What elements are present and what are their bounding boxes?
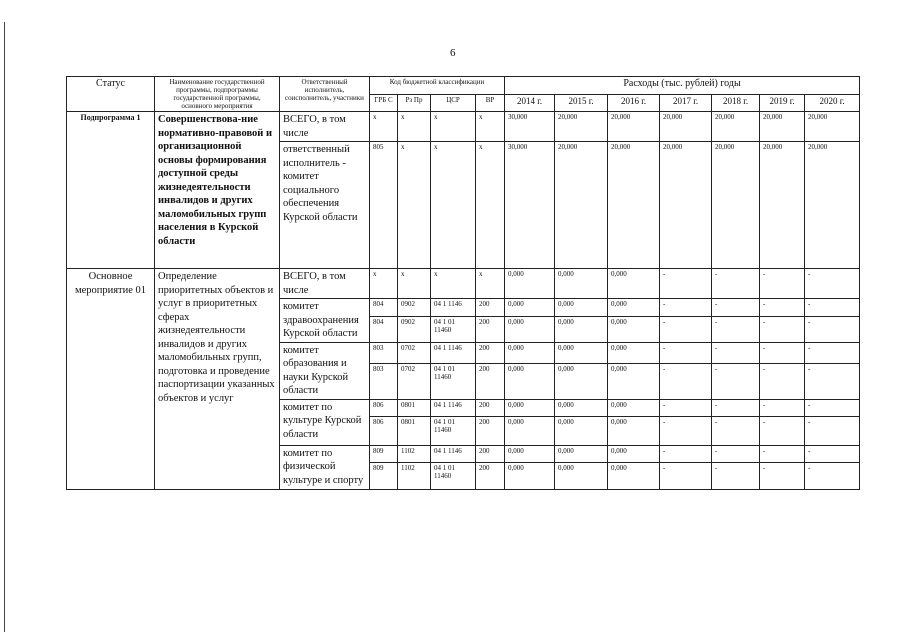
value-cell: - (805, 317, 860, 342)
grbs-cell: 805 (370, 142, 398, 269)
csr-cell: х (431, 142, 476, 269)
rzpr-cell: 0702 (398, 342, 431, 363)
header-grbs: ГРБ С (370, 95, 398, 112)
vr-cell: х (476, 112, 505, 142)
value-cell: 0,000 (555, 416, 608, 445)
value-cell: 0,000 (505, 299, 555, 317)
value-cell: 20,000 (660, 112, 712, 142)
header-year: 2014 г. (505, 95, 555, 112)
csr-cell: 04 1 01 11460 (431, 416, 476, 445)
value-cell: 0,000 (555, 462, 608, 489)
header-year: 2020 г. (805, 95, 860, 112)
header-csr: ЦСР (431, 95, 476, 112)
vr-cell: 200 (476, 462, 505, 489)
value-cell: 0,000 (608, 317, 660, 342)
value-cell: 0,000 (555, 299, 608, 317)
value-cell: 0,000 (608, 399, 660, 416)
value-cell: 30,000 (505, 142, 555, 269)
value-cell: 0,000 (505, 363, 555, 399)
grbs-cell: х (370, 112, 398, 142)
rzpr-cell: 0902 (398, 317, 431, 342)
header-responsible: Ответственный исполнитель, соисполнитель, участники (280, 77, 370, 112)
csr-cell: 04 1 01 11460 (431, 317, 476, 342)
value-cell: 0,000 (555, 399, 608, 416)
value-cell: - (760, 269, 805, 299)
csr-cell: х (431, 112, 476, 142)
header-year: 2015 г. (555, 95, 608, 112)
header-year: 2019 г. (760, 95, 805, 112)
participant-cell: комитет по культуре Курской области (280, 399, 370, 445)
value-cell: 0,000 (505, 342, 555, 363)
value-cell: - (760, 342, 805, 363)
rzpr-cell: х (398, 112, 431, 142)
grbs-cell: 804 (370, 317, 398, 342)
value-cell: - (805, 363, 860, 399)
value-cell: 0,000 (555, 363, 608, 399)
vr-cell: 200 (476, 445, 505, 462)
rzpr-cell: х (398, 142, 431, 269)
value-cell: - (660, 299, 712, 317)
subprogram-name: Совершенствова-ние нормативно-правовой и организационной основы формирования доступной среды жизнедеятельности инвалидов и других маломобильных групп населения в Курской области (155, 112, 280, 269)
rzpr-cell: 0801 (398, 416, 431, 445)
value-cell: 20,000 (760, 112, 805, 142)
value-cell: - (712, 462, 760, 489)
header-name: Наименование государственной программы, подпрограммы государственной программы, основного мероприятия (155, 77, 280, 112)
vr-cell: х (476, 142, 505, 269)
grbs-cell: 803 (370, 342, 398, 363)
value-cell: 0,000 (555, 342, 608, 363)
value-cell: 0,000 (608, 363, 660, 399)
rzpr-cell: х (398, 269, 431, 299)
value-cell: 20,000 (760, 142, 805, 269)
activity-status: Основное мероприятие 01 (67, 269, 155, 490)
value-cell: - (805, 462, 860, 489)
header-year: 2018 г. (712, 95, 760, 112)
value-cell: - (660, 269, 712, 299)
value-cell: - (760, 299, 805, 317)
vr-cell: х (476, 269, 505, 299)
participant-cell: комитет по физической культуре и спорту (280, 445, 370, 489)
value-cell: 0,000 (608, 416, 660, 445)
value-cell: - (660, 363, 712, 399)
value-cell: 0,000 (505, 317, 555, 342)
rzpr-cell: 1102 (398, 462, 431, 489)
grbs-cell: 809 (370, 445, 398, 462)
header-year: 2017 г. (660, 95, 712, 112)
value-cell: - (805, 299, 860, 317)
rzpr-cell: 0902 (398, 299, 431, 317)
value-cell: - (712, 445, 760, 462)
value-cell: - (760, 363, 805, 399)
grbs-cell: 806 (370, 399, 398, 416)
table-row (67, 112, 860, 142)
csr-cell: 04 1 01 11460 (431, 462, 476, 489)
csr-cell: 04 1 1146 (431, 399, 476, 416)
value-cell: - (805, 342, 860, 363)
header-expenses: Расходы (тыс. рублей) годы (505, 77, 860, 95)
page-number: 6 (450, 47, 456, 59)
value-cell: - (760, 317, 805, 342)
value-cell: - (805, 416, 860, 445)
header-status: Статус (67, 77, 155, 112)
participant-cell: комитет здравоохранения Курской области (280, 299, 370, 343)
vr-cell: 200 (476, 299, 505, 317)
value-cell: 20,000 (712, 142, 760, 269)
value-cell: 0,000 (505, 399, 555, 416)
value-cell: 20,000 (712, 112, 760, 142)
value-cell: 20,000 (805, 112, 860, 142)
value-cell: 20,000 (608, 142, 660, 269)
value-cell: 0,000 (555, 445, 608, 462)
header-budget-code: Код бюджетной классификации (370, 77, 505, 95)
value-cell: - (760, 416, 805, 445)
value-cell: - (712, 269, 760, 299)
value-cell: - (712, 317, 760, 342)
value-cell: 20,000 (660, 142, 712, 269)
value-cell: 0,000 (505, 269, 555, 299)
rzpr-cell: 0801 (398, 399, 431, 416)
value-cell: 20,000 (555, 142, 608, 269)
budget-table (66, 76, 860, 490)
value-cell: - (712, 342, 760, 363)
table-row (67, 269, 860, 299)
participant-cell: ВСЕГО, в том числе (280, 269, 370, 299)
value-cell: - (660, 445, 712, 462)
vr-cell: 200 (476, 416, 505, 445)
value-cell: 0,000 (505, 416, 555, 445)
subprogram-status: Подпрограмма 1 (67, 112, 155, 269)
value-cell: 20,000 (805, 142, 860, 269)
value-cell: 20,000 (608, 112, 660, 142)
value-cell: - (660, 399, 712, 416)
participant-cell: комитет образования и науки Курской области (280, 342, 370, 399)
value-cell: - (805, 445, 860, 462)
grbs-cell: 803 (370, 363, 398, 399)
value-cell: - (805, 399, 860, 416)
value-cell: 20,000 (555, 112, 608, 142)
value-cell: - (712, 363, 760, 399)
value-cell: - (805, 269, 860, 299)
participant-cell: ответственный исполнитель - комитет социального обеспечения Курской области (280, 142, 370, 269)
grbs-cell: 806 (370, 416, 398, 445)
header-year: 2016 г. (608, 95, 660, 112)
value-cell: - (760, 462, 805, 489)
value-cell: - (660, 342, 712, 363)
value-cell: 0,000 (608, 342, 660, 363)
value-cell: - (712, 399, 760, 416)
value-cell: - (760, 445, 805, 462)
value-cell: - (712, 299, 760, 317)
value-cell: 0,000 (555, 317, 608, 342)
table-header (67, 77, 860, 112)
participant-cell: ВСЕГО, в том числе (280, 112, 370, 142)
value-cell: 0,000 (608, 462, 660, 489)
activity-name: Определение приоритетных объектов и услуг в приоритетных сферах жизнедеятельности инвалидов и других маломобильных групп, подготовка и проведение паспортизации указанных объектов и услуг (155, 269, 280, 490)
value-cell: - (712, 416, 760, 445)
value-cell: - (660, 416, 712, 445)
value-cell: 0,000 (555, 269, 608, 299)
value-cell: 0,000 (608, 299, 660, 317)
value-cell: 0,000 (608, 269, 660, 299)
value-cell: - (760, 399, 805, 416)
value-cell: 0,000 (505, 445, 555, 462)
rzpr-cell: 0702 (398, 363, 431, 399)
csr-cell: 04 1 1146 (431, 342, 476, 363)
grbs-cell: 809 (370, 462, 398, 489)
csr-cell: 04 1 1146 (431, 445, 476, 462)
header-vr: ВР (476, 95, 505, 112)
value-cell: 30,000 (505, 112, 555, 142)
value-cell: - (660, 317, 712, 342)
vr-cell: 200 (476, 317, 505, 342)
csr-cell: 04 1 1146 (431, 299, 476, 317)
scan-edge-line (4, 22, 5, 632)
grbs-cell: х (370, 269, 398, 299)
rzpr-cell: 1102 (398, 445, 431, 462)
csr-cell: 04 1 01 11460 (431, 363, 476, 399)
csr-cell: х (431, 269, 476, 299)
vr-cell: 200 (476, 363, 505, 399)
vr-cell: 200 (476, 399, 505, 416)
header-rzpr: Рз Пр (398, 95, 431, 112)
grbs-cell: 804 (370, 299, 398, 317)
vr-cell: 200 (476, 342, 505, 363)
value-cell: 0,000 (505, 462, 555, 489)
value-cell: - (660, 462, 712, 489)
value-cell: 0,000 (608, 445, 660, 462)
